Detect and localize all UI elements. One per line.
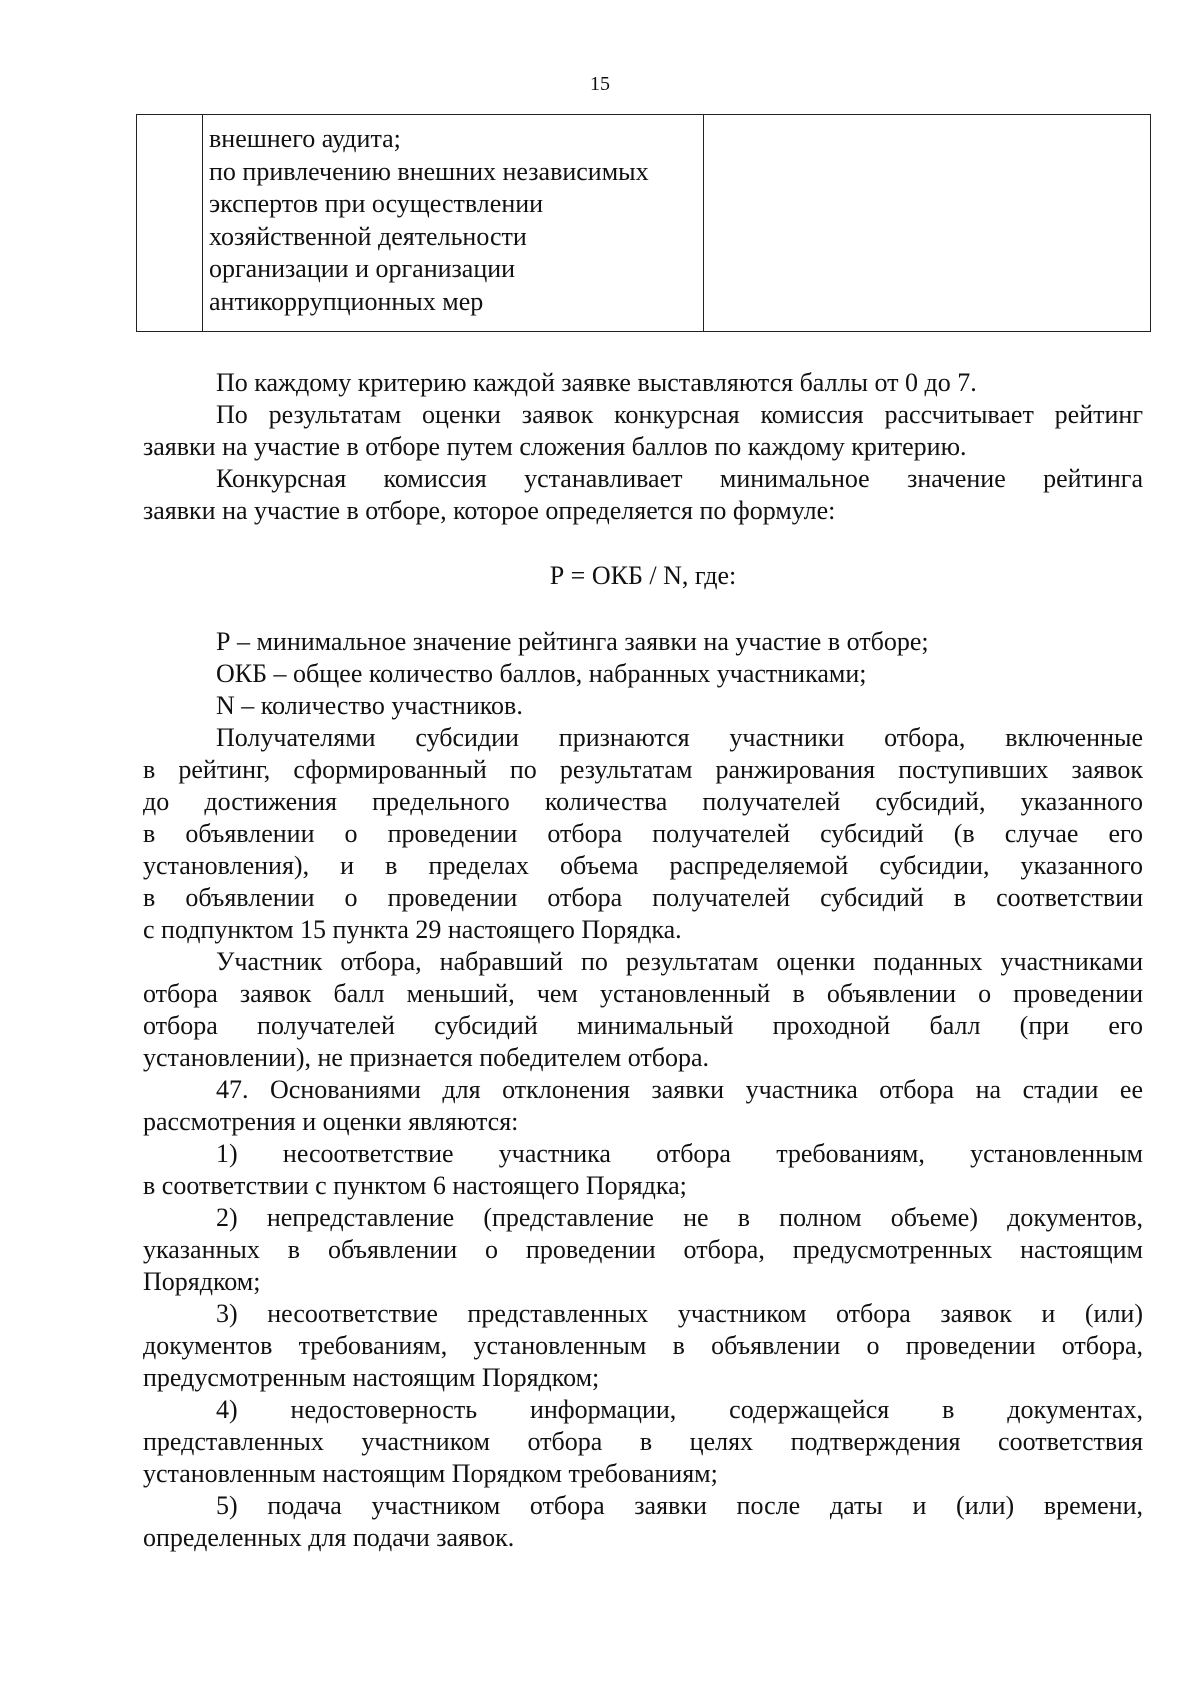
text-line: заявки на участие в отборе путем сложения баллов по каждому критерию. (143, 432, 967, 461)
text-line: в соответствии с пунктом 6 настоящего Порядка; (143, 1171, 687, 1200)
criterion-line: по привлечению внешних независимых (209, 156, 649, 186)
table-cell-criterion (203, 115, 704, 332)
text-line: рассмотрения и оценки являются: (143, 1107, 519, 1136)
table-cell-score (704, 115, 1151, 332)
text-line: 5) подача участником отбора заявки после даты и (или) времени, (216, 1491, 1143, 1520)
text-line: указанных в объявлении о проведении отбора, предусмотренных настоящим (143, 1235, 1143, 1264)
text-line: в объявлении о проведении отбора получателей субсидий в соответствии (143, 883, 1143, 912)
text-line: определенных для подачи заявок. (143, 1523, 515, 1552)
text-line: Участник отбора, набравший по результатам оценки поданных участниками (216, 947, 1143, 976)
text-line: установлении), не признается победителем отбора. (143, 1043, 710, 1072)
text-line: 47. Основаниями для отклонения заявки участника отбора на стадии ее (216, 1075, 1143, 1104)
text-line: до достижения предельного количества получателей субсидий, указанного (143, 787, 1143, 816)
text-line: предусмотренным настоящим Порядком; (143, 1363, 600, 1392)
page-number: 15 (590, 73, 610, 95)
text-line: 3) несоответствие представленных участником отбора заявок и (или) (216, 1299, 1143, 1328)
formula: Р = ОКБ / N, где: (549, 561, 737, 590)
text-line: в рейтинг, сформированный по результатам ранжирования поступивших заявок (143, 755, 1143, 784)
text-line: представленных участником отбора в целях подтверждения соответствия (143, 1427, 1143, 1456)
text-line: документов требованиям, установленным в объявлении о проведении отбора, (143, 1331, 1143, 1360)
text-line: Получателями субсидии признаются участники отбора, включенные (216, 723, 1143, 752)
criterion-line: антикоррупционных мер (209, 286, 484, 316)
text-line: установления), и в пределах объема распределяемой субсидии, указанного (143, 851, 1143, 880)
text-line: с подпунктом 15 пункта 29 настоящего Порядка. (143, 915, 682, 944)
criteria-table (136, 114, 1151, 332)
text-line: установленным настоящим Порядком требованиям; (143, 1459, 718, 1488)
table-cell-number (137, 115, 203, 332)
text-line: 2) непредставление (представление не в полном объеме) документов, (216, 1203, 1143, 1232)
criterion-line: хозяйственной деятельности (209, 221, 527, 251)
text-line: 1) несоответствие участника отбора требованиям, установленным (216, 1139, 1143, 1168)
text-line: ОКБ – общее количество баллов, набранных участниками; (216, 659, 867, 688)
criterion-line: организации и организации (209, 254, 516, 283)
table-row (137, 115, 1151, 332)
criterion-line: внешнего аудита; (209, 124, 401, 153)
text-line: 4) недостоверность информации, содержащейся в документах, (216, 1395, 1143, 1424)
text-line: отбора заявок балл меньший, чем установленный в объявлении о проведении (143, 979, 1143, 1008)
text-line: отбора получателей субсидий минимальный проходной балл (при его (143, 1011, 1143, 1040)
criterion-line: экспертов при осуществлении (209, 189, 544, 218)
text-line: Р – минимальное значение рейтинга заявки на участие в отборе; (216, 627, 929, 656)
text-line: По результатам оценки заявок конкурсная комиссия рассчитывает рейтинг (216, 400, 1143, 429)
text-line: По каждому критерию каждой заявке выставляются баллы от 0 до 7. (216, 368, 977, 397)
text-line: Конкурсная комиссия устанавливает минимальное значение рейтинга (216, 464, 1143, 493)
text-line: заявки на участие в отборе, которое определяется по формуле: (143, 496, 836, 525)
text-line: N – количество участников. (216, 691, 523, 720)
text-line: в объявлении о проведении отбора получателей субсидий (в случае его (143, 819, 1143, 848)
text-line: Порядком; (143, 1267, 261, 1296)
